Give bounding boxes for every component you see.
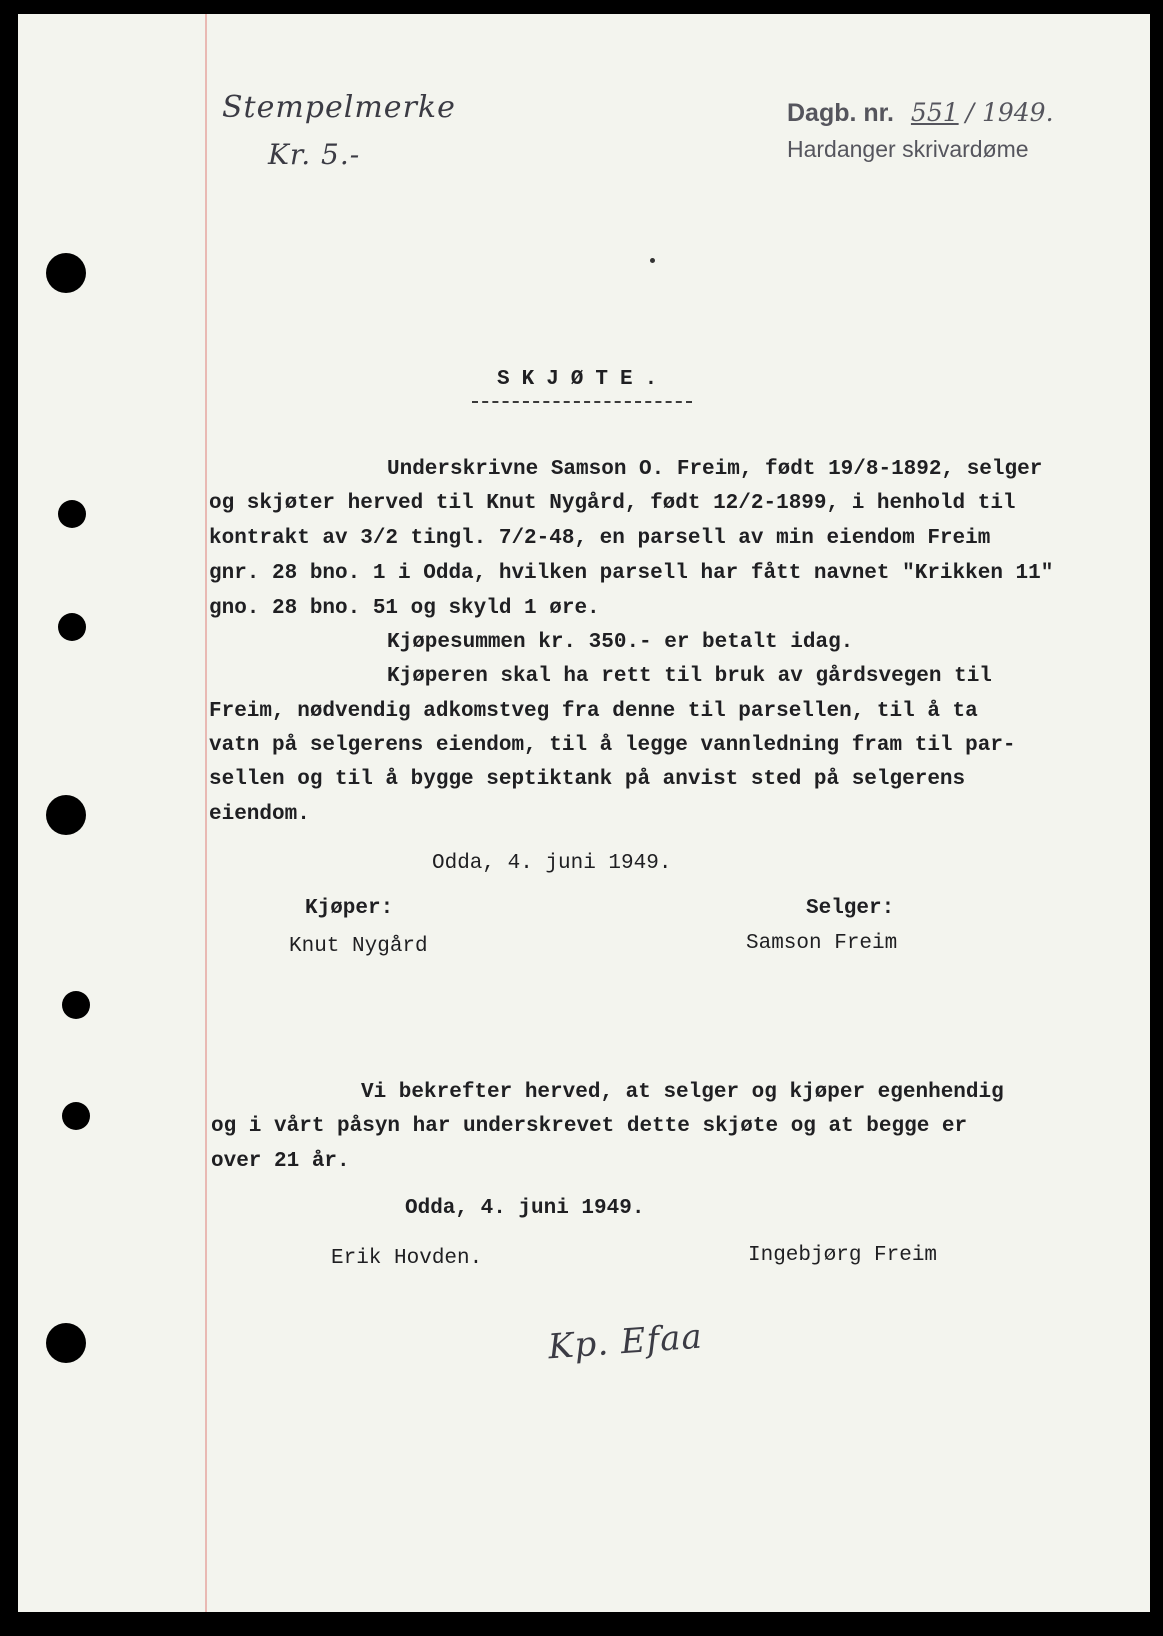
punch-hole <box>46 795 86 835</box>
witness-line: og i vårt påsyn har underskrevet dette skjøte og at begge er <box>211 1115 968 1138</box>
punch-hole <box>62 1102 90 1130</box>
place-date: Odda, 4. juni 1949. <box>405 1197 645 1220</box>
margin-rule <box>205 14 207 1612</box>
paragraph-line: gno. 28 bno. 51 og skyld 1 øre. <box>209 597 600 620</box>
paragraph-line: gnr. 28 bno. 1 i Odda, hvilken parsell har fått navnet "Krikken 11" <box>209 562 1054 585</box>
punch-hole <box>58 613 86 641</box>
dagbok-number: 551 <box>910 98 959 127</box>
paragraph-line: vatn på selgerens eiendom, til å legge vannledning fram til par- <box>209 734 1016 757</box>
punch-hole <box>58 500 86 528</box>
punch-hole <box>46 1323 86 1363</box>
place-date: Odda, 4. juni 1949. <box>432 852 672 875</box>
buyer-name: Knut Nygård <box>289 935 428 958</box>
witness-name: Erik Hovden. <box>331 1247 483 1270</box>
paragraph-line: Kjøperen skal ha rett til bruk av gårdsvegen til <box>387 665 992 688</box>
witness-line: Vi bekrefter herved, at selger og kjøper egenhendig <box>361 1081 1004 1104</box>
dagbok-stamp <box>787 98 1054 128</box>
speck <box>650 258 655 263</box>
paragraph-line: Underskrivne Samson O. Freim, født 19/8-1892, selger <box>387 458 1043 481</box>
seller-label: Selger: <box>806 897 895 920</box>
title-underline <box>472 401 692 403</box>
witness-name: Ingebjørg Freim <box>748 1244 938 1267</box>
dagbok-year: / 1949. <box>965 98 1054 127</box>
payment-line: Kjøpesummen kr. 350.- er betalt idag. <box>387 631 854 654</box>
paragraph-line: Freim, nødvendig adkomstveg fra denne til parsellen, til å ta <box>209 700 978 723</box>
handwritten-signature: Kp. Efaa <box>546 1316 704 1368</box>
handwritten-fee-note: Kr. 5.- <box>268 138 361 171</box>
witness-line: over 21 år. <box>211 1150 350 1173</box>
punch-hole <box>62 991 90 1019</box>
seller-name: Samson Freim <box>746 932 898 955</box>
buyer-label: Kjøper: <box>305 897 394 920</box>
paragraph-line: eiendom. <box>209 803 310 826</box>
punch-hole <box>46 253 86 293</box>
paragraph-line: sellen og til å bygge septiktank på anvist sted på selgerens <box>209 768 966 791</box>
dagbok-label: Dagb. nr. <box>787 99 894 127</box>
paragraph-line: kontrakt av 3/2 tingl. 7/2-48, en parsell av min eiendom Freim <box>209 527 991 550</box>
paragraph-line: og skjøter herved til Knut Nygård, født 12/2-1899, i henhold til <box>209 492 1016 515</box>
document-title: SKJØTE. <box>497 368 670 391</box>
office-stamp: Hardanger skrivardøme <box>787 136 1029 162</box>
document-paper <box>18 14 1150 1612</box>
handwritten-stamp-note: Stempelmerke <box>222 90 456 125</box>
